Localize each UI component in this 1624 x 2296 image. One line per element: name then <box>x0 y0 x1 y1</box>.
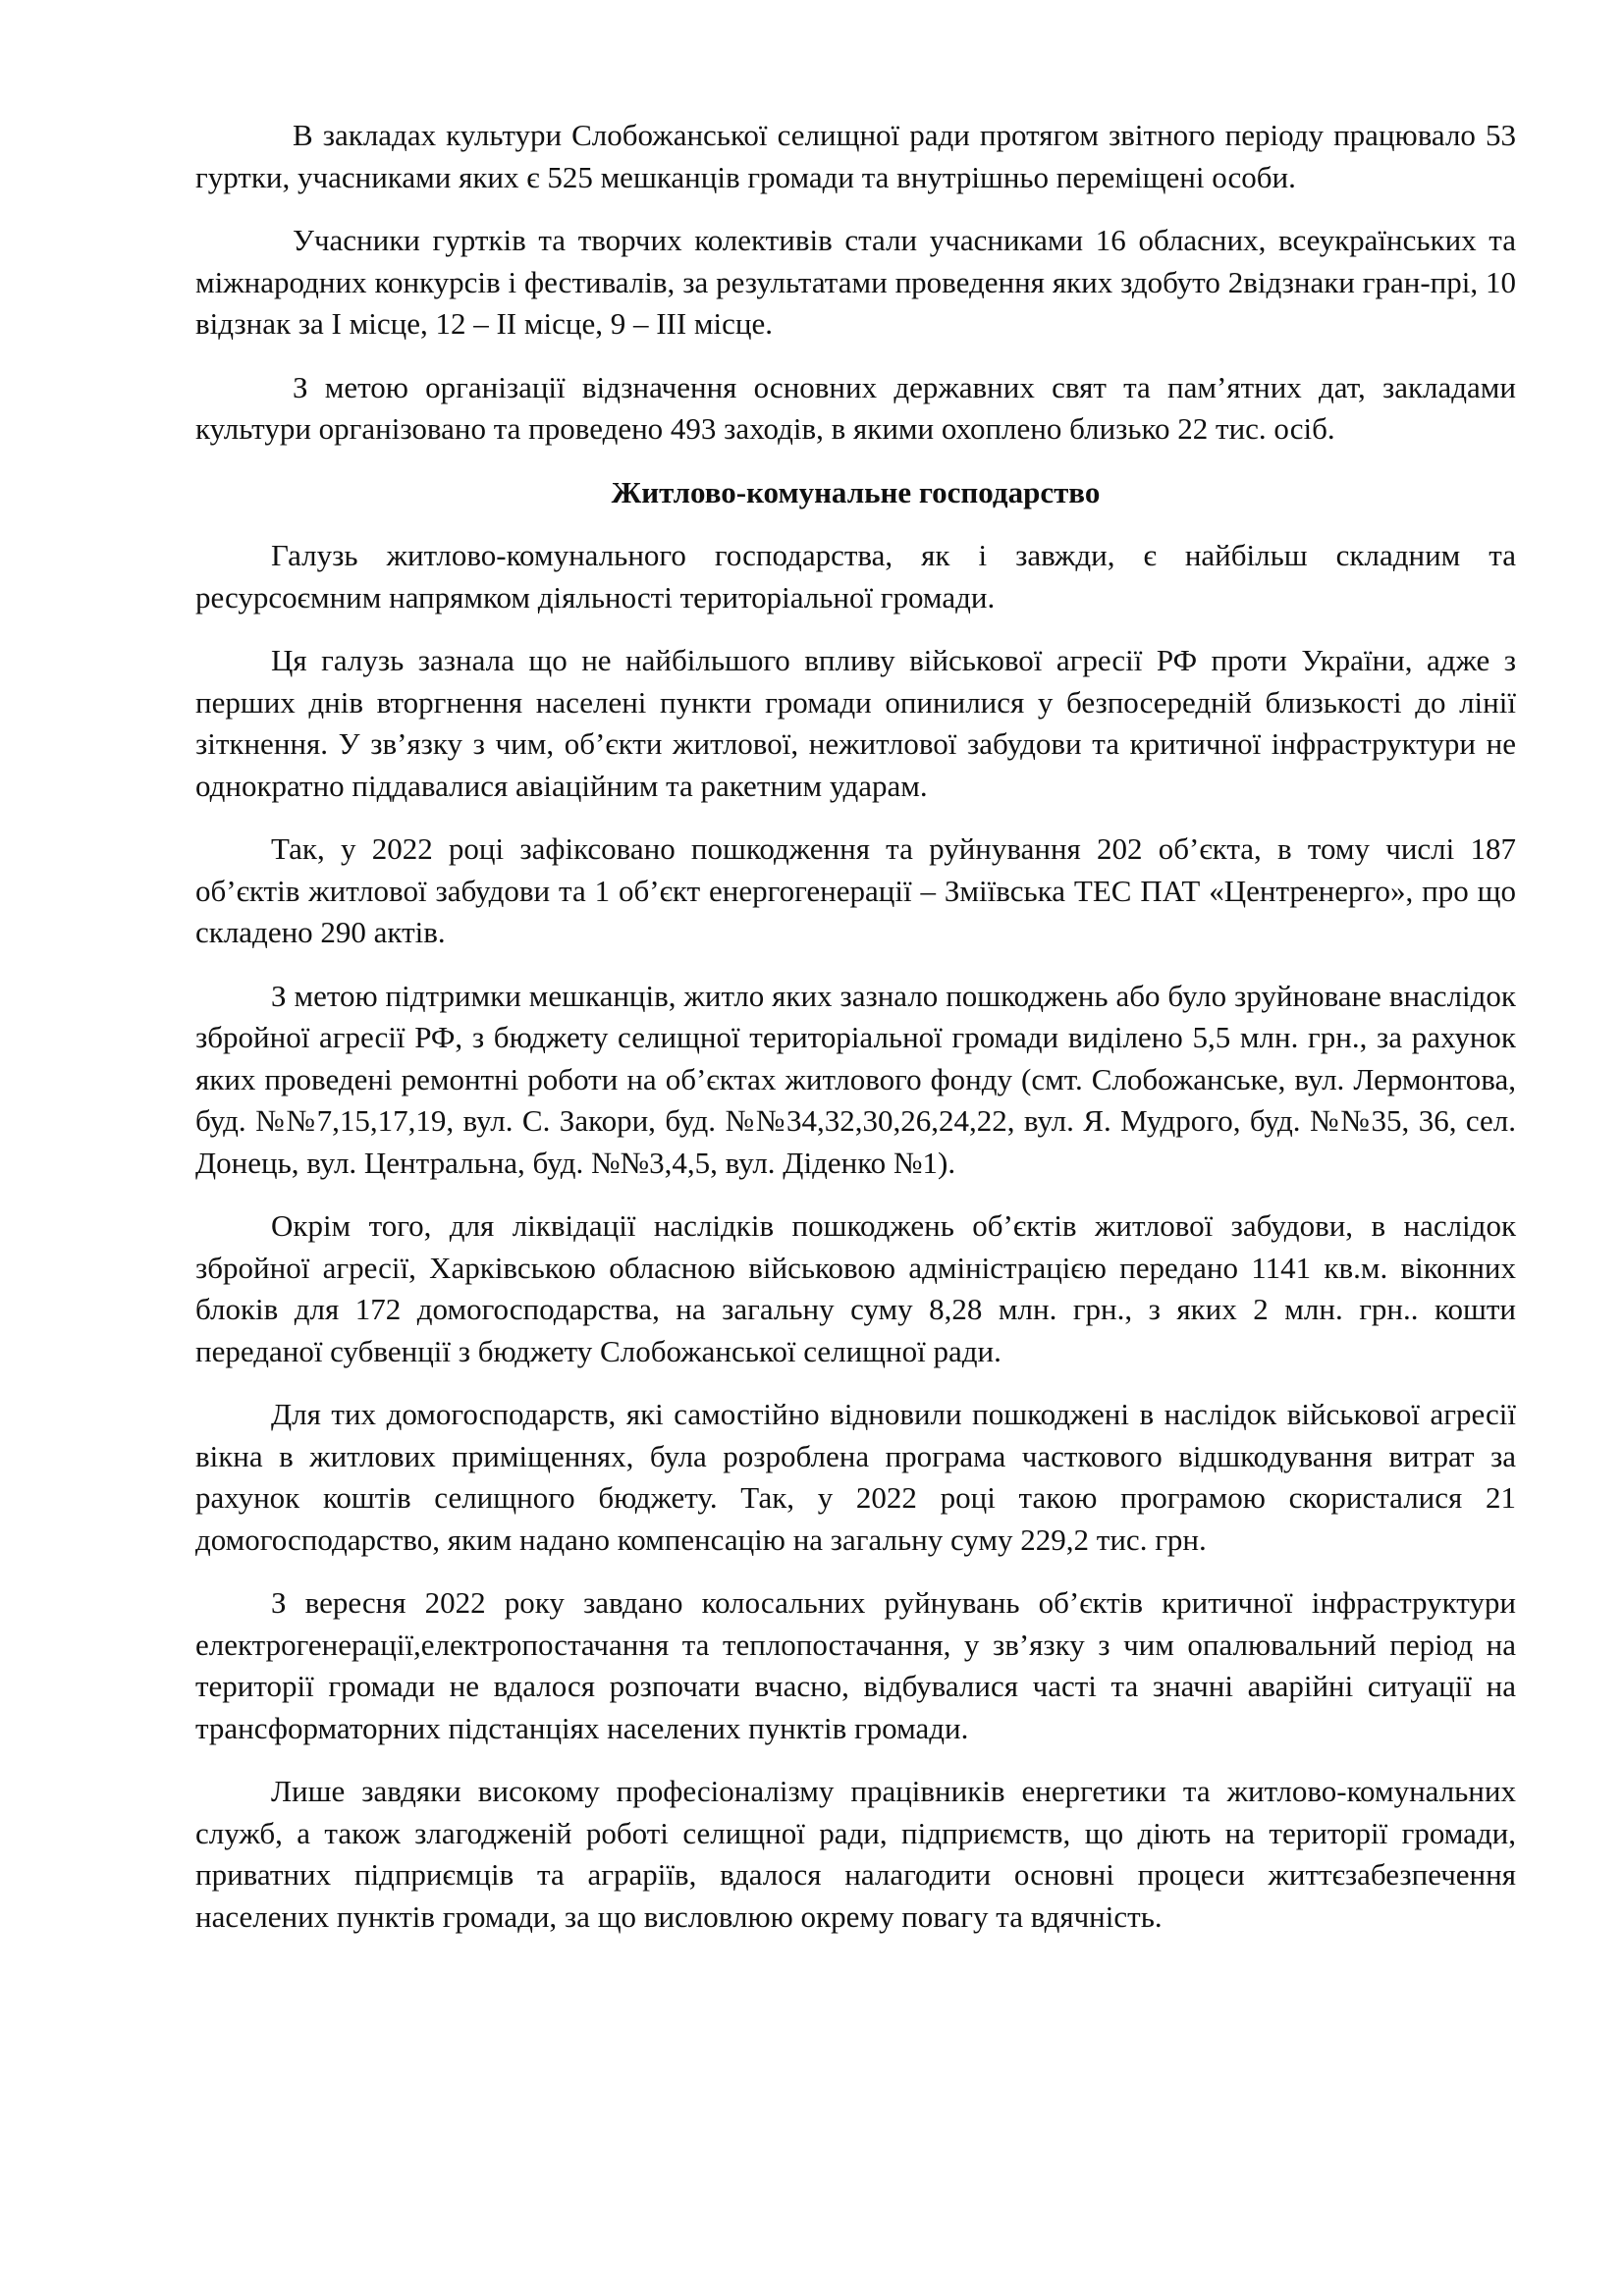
paragraph-repair-funding: З метою підтримки мешканців, житло яких зазнало пошкоджень або було зруйноване внаслідок збройної агресії РФ, з бюджету селищної територіальної громади виділено 5,5 млн. грн., за рахунок яких проведені ремонтні роботи на об’єктах житлового фонду (смт. Слобожанське, вул. Лермонтова, буд. №№7,15,17,19, вул. С. Закори, буд. №№34,32,30,26,24,22, вул. Я. Мудрого, буд. №№35, 36, сел. Донець, вул. Центральна, буд. №№3,4,5, вул. Діденко №1). <box>195 978 1516 1180</box>
paragraph-infrastructure-damage: З вересня 2022 року завдано колосальних руйнувань об’єктів критичної інфраструктури електрогенерації,електропостачання та теплопостачання, у зв’язку з чим опалювальний період на території громади не вдалося розпочати вчасно, відбувалися часті та значні аварійні ситуації на трансформаторних підстанціях населених пунктів громади. <box>195 1585 1516 1745</box>
paragraph-competitions: Учасники гуртків та творчих колективів стали учасниками 16 обласних, всеукраїнських та міжнародних конкурсів і фестивалів, за результатами проведення яких здобуто 2відзнаки гран-прі, 10 відзнак за І місце, 12 – ІІ місце, 9 – ІІІ місце. <box>195 223 1516 341</box>
paragraph-war-impact: Ця галузь зазнала що не найбільшого впливу військової агресії РФ проти України, адже з перших днів вторгнення населені пункти громади опинилися у безпосередній близькості до лінії зіткнення. У зв’язку з чим, об’єкти житлової, нежитлової забудови та критичної інфраструктури не однократно піддавалися авіаційним та ракетним ударам. <box>195 643 1516 803</box>
paragraph-damage-count: Так, у 2022 році зафіксовано пошкодження та руйнування 202 об’єкта, в тому числі 187 об’єктів житлової забудови та 1 об’єкт енергогенерації – Зміївська ТЕС ПАТ «Центренерго», про що складено 290 актів. <box>195 831 1516 949</box>
paragraph-window-blocks: Окрім того, для ліквідації наслідків пошкоджень об’єктів житлової забудови, в наслідок збройної агресії, Харківською обласною військовою адміністрацією передано 1141 кв.м. віконних блоків для 172 домогосподарства, на загальну суму 8,28 млн. грн., з яких 2 млн. грн.. кошти переданої субвенції з бюджету Слобожанської селищної ради. <box>195 1208 1516 1368</box>
paragraph-compensation-program: Для тих домогосподарств, які самостійно відновили пошкоджені в наслідок військової агресії вікна в житлових приміщеннях, була розроблена програма часткового відшкодування витрат за рахунок коштів селищного бюджету. Так, у 2022 році такою програмою скористалися 21 домогосподарство, яким надано компенсацію на загальну суму 229,2 тис. грн. <box>195 1397 1516 1557</box>
paragraph-gratitude: Лише завдяки високому професіоналізму працівників енергетики та житлово-комунальних служб, а також злагодженій роботі селищної ради, підприємств, що діють на території громади, приватних підприємців та аграріїв, вдалося налагодити основні процеси життєзабезпечення населених пунктів громади, за що висловлюю окрему повагу та вдячність. <box>195 1774 1516 1934</box>
paragraph-events: З метою організації відзначення основних державних свят та пам’ятних дат, закладами культури організовано та проведено 493 заходів, в якими охоплено близько 22 тис. осіб. <box>195 369 1516 446</box>
paragraph-housing-overview: Галузь житлово-комунального господарства, як і завжди, є найбільш складним та ресурсоємним напрямком діяльності територіальної громади. <box>195 538 1516 614</box>
paragraph-culture-clubs: В закладах культури Слобожанської селищної ради протягом звітного періоду працювало 53 гуртки, учасниками яких є 525 мешканців громади та внутрішньо переміщені особи. <box>195 118 1516 194</box>
section-heading: Житлово-комунальне господарство <box>611 474 1101 509</box>
document-page <box>195 115 1516 1959</box>
